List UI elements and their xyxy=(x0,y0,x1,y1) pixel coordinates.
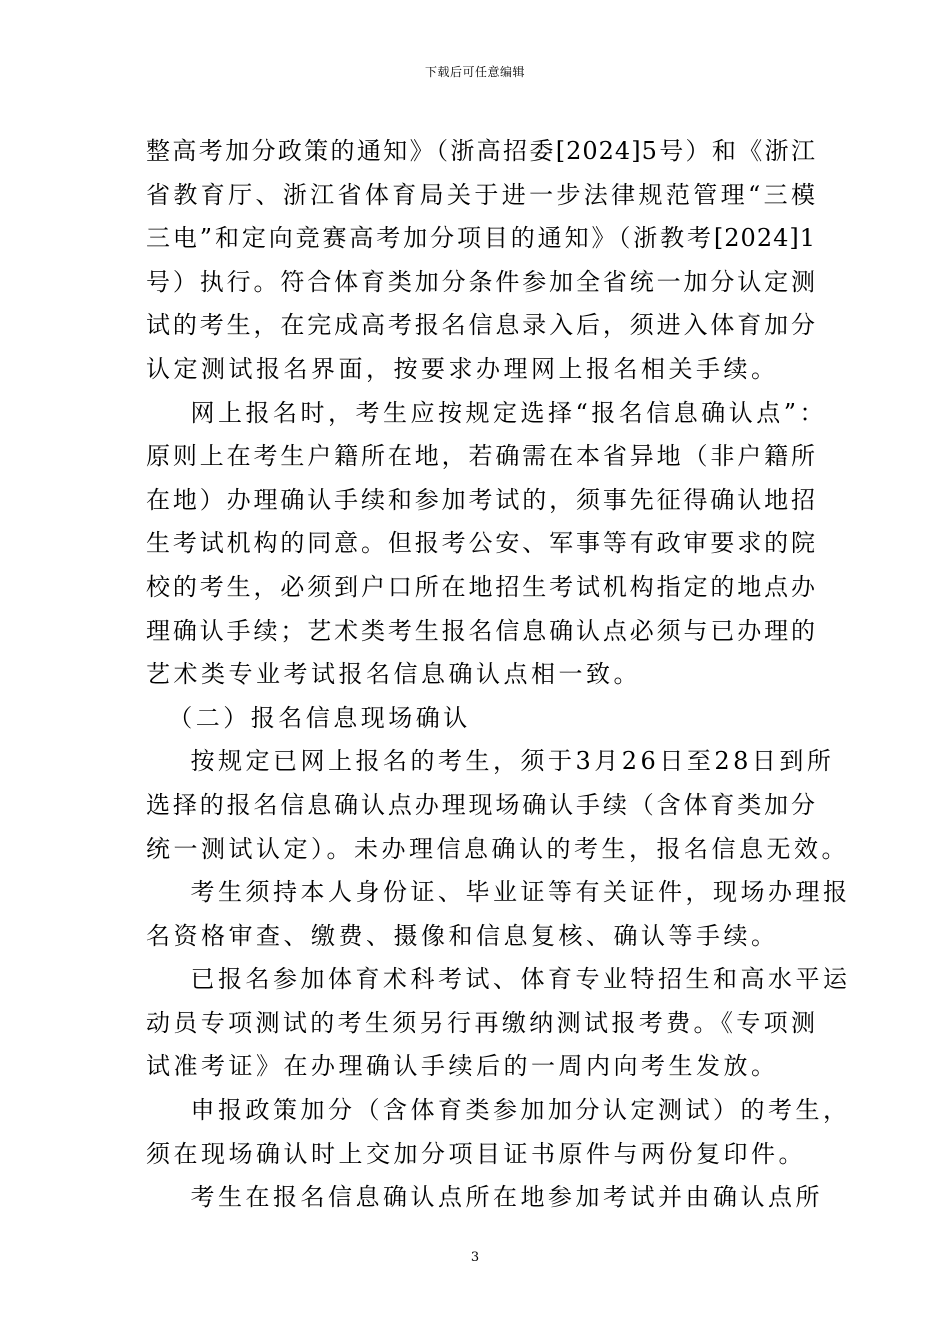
text-line: 整高考加分政策的通知》（浙高招委[2024]5号）和《浙江 xyxy=(146,137,816,165)
page-header: 下载后可任意编辑 xyxy=(424,65,525,79)
text-line: 校的考生，必须到户口所在地招生考试机构指定的地点办 xyxy=(146,572,816,601)
text-line: 申报政策加分（含体育类参加加分认定测试）的考生， xyxy=(146,1096,851,1125)
text-line: 考生须持本人身份证、毕业证等有关证件，现场办理报 xyxy=(146,878,851,907)
text-line: 选择的报名信息确认点办理现场确认手续（含体育类加分 xyxy=(146,790,816,819)
text-line: 在地）办理确认手续和参加考试的，须事先征得确认地招 xyxy=(146,485,816,514)
document-body xyxy=(146,130,851,1220)
text-line: 号）执行。符合体育类加分条件参加全省统一加分认定测 xyxy=(146,267,816,296)
text-line: 须在现场确认时上交加分项目证书原件与两份复印件。 xyxy=(146,1139,806,1168)
text-line: 原则上在考生户籍所在地，若确需在本省异地（非户籍所 xyxy=(146,442,816,471)
text-line: 艺术类专业考试报名信息确认点相一致。 xyxy=(146,660,641,689)
text-line: 试的考生，在完成高考报名信息录入后，须进入体育加分 xyxy=(146,311,816,340)
text-line: 按规定已网上报名的考生，须于3月26日至28日到所 xyxy=(146,747,835,776)
text-line: 已报名参加体育术科考试、体育专业特招生和高水平运 xyxy=(146,965,851,994)
text-line: 省教育厅、浙江省体育局关于进一步法律规范管理“三模 xyxy=(146,180,816,209)
text-line: 试准考证》在办理确认手续后的一周内向考生发放。 xyxy=(146,1052,779,1081)
text-line: 认定测试报名界面，按要求办理网上报名相关手续。 xyxy=(146,354,779,383)
text-line: 考生在报名信息确认点所在地参加考试并由确认点所 xyxy=(146,1183,824,1212)
text-line: 统一测试认定）。未办理信息确认的考生，报名信息无效。 xyxy=(146,834,849,863)
text-line: 动员专项测试的考生须另行再缴纳测试报考费。《专项测 xyxy=(146,1008,816,1037)
text-line: 名资格审查、缴费、摄像和信息复核、确认等手续。 xyxy=(146,921,779,950)
text-line: 三电”和定向竞赛高考加分项目的通知》（浙教考[2024]1 xyxy=(146,224,816,253)
page-number: 3 xyxy=(470,1250,480,1265)
text-line: 理确认手续；艺术类考生报名信息确认点必须与已办理的 xyxy=(146,616,816,645)
text-line: 网上报名时，考生应按规定选择“报名信息确认点”： xyxy=(146,398,828,427)
section-heading: （二）报名信息现场确认 xyxy=(146,703,471,732)
text-line: 生考试机构的同意。但报考公安、军事等有政审要求的院 xyxy=(146,529,816,558)
